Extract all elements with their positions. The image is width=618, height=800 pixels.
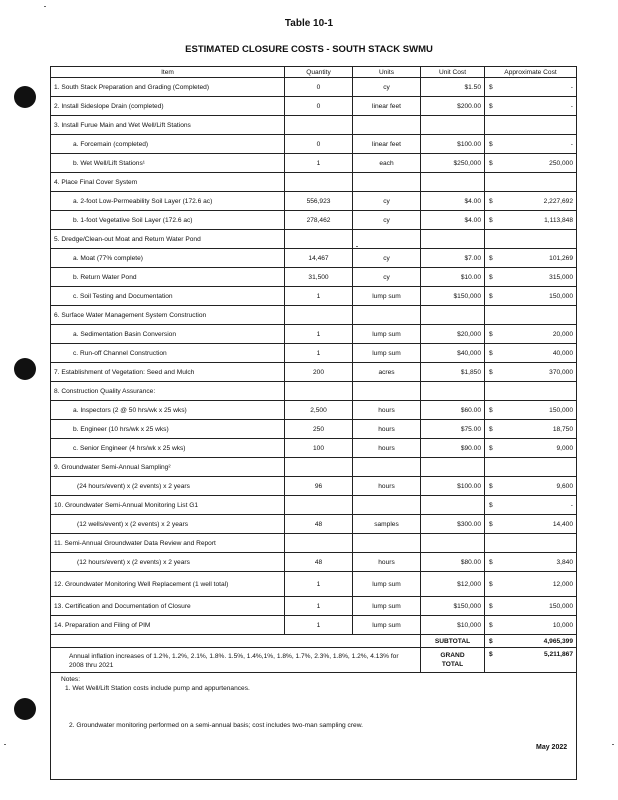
table-row (51, 268, 577, 287)
dollar-sign: $ (489, 444, 493, 452)
unit-cost-cell: $4.00 (421, 192, 485, 211)
units-cell: cy (353, 192, 421, 211)
quantity-cell: 14,467 (285, 249, 353, 268)
quantity-cell: 200 (285, 363, 353, 382)
cost-value: 9,000 (556, 444, 573, 452)
units-cell (353, 458, 421, 477)
unit-cost-cell: $100.00 (421, 135, 485, 154)
unit-cost-cell: $250,000 (421, 154, 485, 173)
table-row (51, 401, 577, 420)
scan-speck (4, 744, 6, 745)
item-cell: a. Inspectors (2 @ 50 hrs/wk x 25 wks) (51, 401, 285, 420)
cost-value: 40,000 (552, 349, 573, 357)
dollar-sign: $ (489, 197, 493, 205)
cost-value: 10,000 (552, 621, 573, 629)
dollar-sign: $ (489, 520, 493, 528)
totals-body (51, 635, 577, 780)
approximate-cost-cell (485, 154, 577, 173)
quantity-cell: 0 (285, 78, 353, 97)
header-units: Units (353, 67, 421, 78)
dollar-sign: $ (489, 406, 493, 414)
table-row (51, 97, 577, 116)
units-cell: hours (353, 401, 421, 420)
cost-value: 3,840 (556, 558, 573, 566)
section-row (51, 230, 577, 249)
table-row (51, 420, 577, 439)
unit-cost-cell: $200.00 (421, 97, 485, 116)
section-row (51, 382, 577, 401)
dollar-sign: $ (489, 580, 493, 588)
units-cell: lump sum (353, 344, 421, 363)
unit-cost-cell: $150,000 (421, 597, 485, 616)
units-cell (353, 382, 421, 401)
quantity-cell: 96 (285, 477, 353, 496)
approximate-cost-cell (485, 249, 577, 268)
cost-value: 370,000 (549, 368, 573, 376)
units-cell: lump sum (353, 597, 421, 616)
units-cell (353, 496, 421, 515)
item-cell: a. Moat (77% complete) (51, 249, 285, 268)
dollar-sign: $ (489, 273, 493, 281)
quantity-cell (285, 173, 353, 192)
table-row (51, 515, 577, 534)
unit-cost-cell: $100.00 (421, 477, 485, 496)
unit-cost-cell (421, 306, 485, 325)
units-cell: linear feet (353, 135, 421, 154)
units-cell (353, 230, 421, 249)
section-row (51, 458, 577, 477)
cost-value: 150,000 (549, 406, 573, 414)
table-row (51, 211, 577, 230)
quantity-cell: 1 (285, 597, 353, 616)
item-cell: 10. Groundwater Semi-Annual Monitoring List G1 (51, 496, 285, 515)
table-row (51, 616, 577, 635)
dollar-sign: $ (489, 330, 493, 338)
item-cell: c. Soil Testing and Documentation (51, 287, 285, 306)
grand-total-row (51, 648, 577, 673)
item-cell: 3. Install Furue Main and Wet Well/Lift Stations (51, 116, 285, 135)
table-row (51, 135, 577, 154)
section-row (51, 306, 577, 325)
grand-total-value-cell (485, 648, 577, 673)
units-cell: cy (353, 268, 421, 287)
cost-value: 250,000 (549, 159, 573, 167)
item-cell: (24 hours/event) x (2 events) x 2 years (51, 477, 285, 496)
note-2: 2. Groundwater monitoring performed on a semi-annual basis; cost includes two-man sampling crew. (69, 722, 363, 729)
quantity-cell: 1 (285, 287, 353, 306)
table-row (51, 78, 577, 97)
units-cell: lump sum (353, 572, 421, 597)
item-cell: 11. Semi-Annual Groundwater Data Review and Report (51, 534, 285, 553)
approximate-cost-cell (485, 116, 577, 135)
dollar-sign: $ (489, 292, 493, 300)
dollar-sign: $ (489, 602, 493, 610)
quantity-cell (285, 116, 353, 135)
table-body (51, 78, 577, 635)
quantity-cell: 1 (285, 344, 353, 363)
notes-row (51, 673, 577, 780)
unit-cost-cell: $12,000 (421, 572, 485, 597)
table-row (51, 572, 577, 597)
quantity-cell: 1 (285, 154, 353, 173)
quantity-cell: 1 (285, 616, 353, 635)
approximate-cost-cell (485, 553, 577, 572)
approximate-cost-cell (485, 97, 577, 116)
item-cell: 6. Surface Water Management System Construction (51, 306, 285, 325)
unit-cost-cell: $60.00 (421, 401, 485, 420)
item-cell: a. 2-foot Low-Permeability Soil Layer (172.6 ac) (51, 192, 285, 211)
subtotal-dollar: $ (489, 637, 493, 645)
quantity-cell (285, 306, 353, 325)
approximate-cost-cell (485, 268, 577, 287)
page-title: ESTIMATED CLOSURE COSTS - SOUTH STACK SWMU (185, 44, 433, 55)
approximate-cost-cell (485, 477, 577, 496)
cost-table (50, 66, 577, 780)
item-cell: a. Forcemain (completed) (51, 135, 285, 154)
cost-table-wrapper (50, 66, 576, 778)
units-cell: acres (353, 363, 421, 382)
unit-cost-cell: $1.50 (421, 78, 485, 97)
approximate-cost-cell (485, 534, 577, 553)
approximate-cost-cell (485, 363, 577, 382)
item-cell: (12 hours/event) x (2 events) x 2 years (51, 553, 285, 572)
approximate-cost-cell (485, 192, 577, 211)
section-row (51, 116, 577, 135)
quantity-cell: 556,923 (285, 192, 353, 211)
approximate-cost-cell (485, 306, 577, 325)
header-item: Item (51, 67, 285, 78)
item-cell: 8. Construction Quality Assurance: (51, 382, 285, 401)
dollar-sign: $ (489, 102, 493, 110)
item-cell: 1. South Stack Preparation and Grading (Completed) (51, 78, 285, 97)
dollar-sign: $ (489, 558, 493, 566)
unit-cost-cell: $300.00 (421, 515, 485, 534)
unit-cost-cell: $150,000 (421, 287, 485, 306)
subtotal-row (51, 635, 577, 648)
binder-hole-bottom (14, 698, 36, 720)
cost-value: 20,000 (552, 330, 573, 338)
scan-speck (612, 744, 614, 745)
units-cell: cy (353, 211, 421, 230)
dollar-sign: $ (489, 501, 493, 509)
cost-value: 315,000 (549, 273, 573, 281)
item-cell: b. Engineer (10 hrs/wk x 25 wks) (51, 420, 285, 439)
approximate-cost-cell (485, 230, 577, 249)
unit-cost-cell (421, 534, 485, 553)
approximate-cost-cell (485, 287, 577, 306)
quantity-cell: 48 (285, 515, 353, 534)
cost-value: 12,000 (552, 580, 573, 588)
units-cell: samples (353, 515, 421, 534)
item-cell: 13. Certification and Documentation of Closure (51, 597, 285, 616)
cost-value: - (570, 83, 573, 91)
dollar-sign: $ (489, 425, 493, 433)
approximate-cost-cell (485, 572, 577, 597)
quantity-cell: 1 (285, 325, 353, 344)
dollar-sign: $ (489, 349, 493, 357)
inflation-note: Annual inflation increases of 1.2%, 1.2%, 2.1%, 1.8%. 1.5%, 1.4%,1%, 1.8%, 1.7%, 2.3%, 1.8%, 1.2%, 4.13% for 2008 thru 2021 (51, 648, 421, 673)
quantity-cell: 250 (285, 420, 353, 439)
table-row (51, 553, 577, 572)
units-cell (353, 116, 421, 135)
dollar-sign: $ (489, 621, 493, 629)
unit-cost-cell (421, 173, 485, 192)
item-cell: 9. Groundwater Semi-Annual Sampling² (51, 458, 285, 477)
quantity-cell: 0 (285, 97, 353, 116)
unit-cost-cell: $80.00 (421, 553, 485, 572)
approximate-cost-cell (485, 173, 577, 192)
cost-value: 18,750 (552, 425, 573, 433)
approximate-cost-cell (485, 458, 577, 477)
approximate-cost-cell (485, 597, 577, 616)
dollar-sign: $ (489, 368, 493, 376)
binder-hole-top (14, 86, 36, 108)
units-cell: hours (353, 553, 421, 572)
approximate-cost-cell (485, 78, 577, 97)
approximate-cost-cell (485, 420, 577, 439)
table-row (51, 344, 577, 363)
approximate-cost-cell (485, 325, 577, 344)
units-cell: hours (353, 420, 421, 439)
table-row (51, 363, 577, 382)
table-row (51, 597, 577, 616)
grand-total-value: 5,211,867 (544, 651, 573, 658)
dollar-sign: $ (489, 140, 493, 148)
cost-value: 1,113,848 (544, 216, 573, 224)
unit-cost-cell: $90.00 (421, 439, 485, 458)
dollar-sign: $ (489, 83, 493, 91)
subtotal-value-cell (485, 635, 577, 648)
units-cell: cy (353, 78, 421, 97)
item-cell: 5. Dredge/Clean-out Moat and Return Water Pond (51, 230, 285, 249)
table-label: Table 10-1 (284, 18, 334, 29)
unit-cost-cell: $75.00 (421, 420, 485, 439)
header-approximate-cost: Approximate Cost (485, 67, 577, 78)
unit-cost-cell (421, 116, 485, 135)
quantity-cell: 48 (285, 553, 353, 572)
table-row (51, 325, 577, 344)
unit-cost-cell: $4.00 (421, 211, 485, 230)
table-row (51, 287, 577, 306)
item-cell: 2. Install Sideslope Drain (completed) (51, 97, 285, 116)
dollar-sign: $ (489, 216, 493, 224)
dollar-sign: $ (489, 254, 493, 262)
dollar-sign: $ (489, 482, 493, 490)
units-cell: lump sum (353, 287, 421, 306)
table-row (51, 439, 577, 458)
unit-cost-cell: $40,000 (421, 344, 485, 363)
units-cell: cy (353, 249, 421, 268)
units-cell: hours (353, 439, 421, 458)
footer-date: May 2022 (536, 744, 568, 751)
header-row (51, 67, 577, 78)
quantity-cell (285, 496, 353, 515)
approximate-cost-cell (485, 135, 577, 154)
note-1: 1. Wet Well/Lift Station costs include pump and appurtenances. (65, 685, 250, 692)
table-row (51, 154, 577, 173)
quantity-cell (285, 230, 353, 249)
table-row (51, 192, 577, 211)
units-cell: each (353, 154, 421, 173)
item-cell: c. Run-off Channel Construction (51, 344, 285, 363)
item-cell: c. Senior Engineer (4 hrs/wk x 25 wks) (51, 439, 285, 458)
item-cell: 4. Place Final Cover System (51, 173, 285, 192)
approximate-cost-cell (485, 616, 577, 635)
section-row (51, 173, 577, 192)
quantity-cell (285, 534, 353, 553)
cost-value: 150,000 (549, 602, 573, 610)
cost-value: 14,400 (552, 520, 573, 528)
approximate-cost-cell (485, 496, 577, 515)
table-row (51, 249, 577, 268)
unit-cost-cell: $10,000 (421, 616, 485, 635)
unit-cost-cell: $20,000 (421, 325, 485, 344)
subtotal-value: 4,965,399 (543, 637, 573, 645)
quantity-cell: 100 (285, 439, 353, 458)
subtotal-label: SUBTOTAL (421, 635, 485, 648)
approximate-cost-cell (485, 401, 577, 420)
item-cell: (12 wells/event) x (2 events) x 2 years (51, 515, 285, 534)
quantity-cell (285, 458, 353, 477)
cost-value: 2,227,692 (543, 197, 573, 205)
cost-value: - (570, 140, 573, 148)
scan-speck (44, 6, 46, 7)
unit-cost-cell (421, 496, 485, 515)
units-cell (353, 306, 421, 325)
approximate-cost-cell (485, 344, 577, 363)
cost-value: - (570, 501, 573, 509)
quantity-cell: 2,500 (285, 401, 353, 420)
header-quantity: Quantity (285, 67, 353, 78)
units-cell: linear feet (353, 97, 421, 116)
quantity-cell (285, 382, 353, 401)
cost-value: 150,000 (549, 292, 573, 300)
approximate-cost-cell (485, 211, 577, 230)
units-cell (353, 534, 421, 553)
quantity-cell: 1 (285, 572, 353, 597)
quantity-cell: 278,462 (285, 211, 353, 230)
notes-label: Notes: (61, 676, 81, 683)
unit-cost-cell: $10.00 (421, 268, 485, 287)
item-cell: b. 1-foot Vegetative Soil Layer (172.6 ac) (51, 211, 285, 230)
cost-value: 9,600 (556, 482, 573, 490)
units-cell: lump sum (353, 616, 421, 635)
section-row (51, 534, 577, 553)
dollar-sign: $ (489, 159, 493, 167)
item-cell: b. Return Water Pond (51, 268, 285, 287)
cost-value: - (570, 102, 573, 110)
units-cell (353, 173, 421, 192)
item-cell: 7. Establishment of Vegetation: Seed and Mulch (51, 363, 285, 382)
units-cell: hours (353, 477, 421, 496)
approximate-cost-cell (485, 382, 577, 401)
binder-hole-middle (14, 358, 36, 380)
grand-total-dollar: $ (489, 651, 493, 658)
item-cell: a. Sedimentation Basin Conversion (51, 325, 285, 344)
quantity-cell: 31,500 (285, 268, 353, 287)
unit-cost-cell: $1,850 (421, 363, 485, 382)
header-unit-cost: Unit Cost (421, 67, 485, 78)
grand-total-label: GRAND TOTAL (421, 648, 485, 673)
item-cell: 14. Preparation and Filing of PIM (51, 616, 285, 635)
unit-cost-cell (421, 230, 485, 249)
scan-speck (356, 246, 358, 247)
quantity-cell: 0 (285, 135, 353, 154)
item-cell: 12. Groundwater Monitoring Well Replacement (1 well total) (51, 572, 285, 597)
unit-cost-cell (421, 458, 485, 477)
unit-cost-cell (421, 382, 485, 401)
item-cell: b. Wet Well/Lift Stations¹ (51, 154, 285, 173)
approximate-cost-cell (485, 439, 577, 458)
table-row (51, 477, 577, 496)
units-cell: lump sum (353, 325, 421, 344)
cost-value: 101,269 (549, 254, 573, 262)
section-row (51, 496, 577, 515)
notes-cell (51, 673, 577, 780)
unit-cost-cell: $7.00 (421, 249, 485, 268)
approximate-cost-cell (485, 515, 577, 534)
